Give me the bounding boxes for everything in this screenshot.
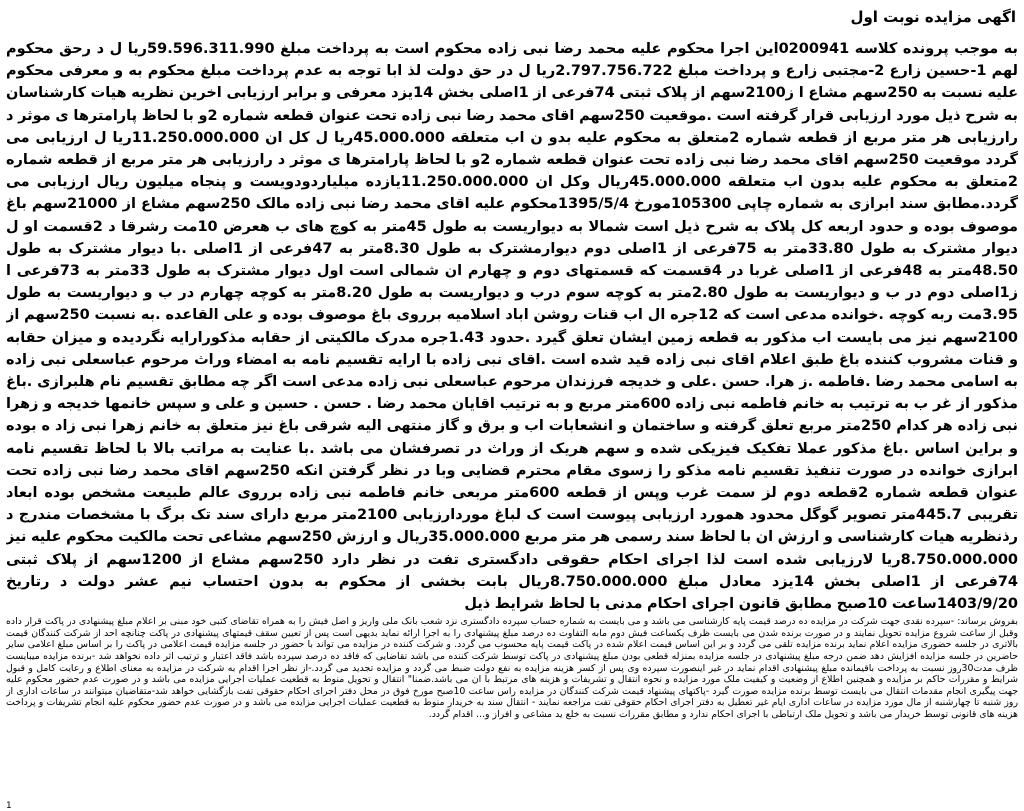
notice-body: به موجب پرونده کلاسه 0200941این اجرا محکوم علیه محمد رضا نبی زاده محکوم است به پرداخت مبلغ 59.596.311.990ریا ل د رحق محکوم لهم 1-حسین زارع 2-مجتبی زارع و پرداخت مبلغ 2.797.756.722ریا ل در حق دولت لذ ابا توجه به عدم پرداخت مبلغ محکوم به و معرفی محکوم علیه نسبت به 250سهم مشاع ا ز2100سهم از پلاک ثبتی 74فرعی از 1اصلی بخش 14یزد معرفی و برابر ارزیابی اخرین نظریه هیات کارشناسان به شرح ذیل مورد ارزیابی قرار گرفته است .موقعیت 250سهم اقای محمد رضا نبی زاده تحت عنوان قطعه شماره 2و با لحاظ پارامترها ی موثر د رارزیابی هر متر مربع از قطعه شماره 2متعلق به محکوم علیه بدو ن اب متعلقه 45.000.000ریا ل کل ان 11.250.000.000ریا ل ارزیابی می گردد موقعیت 250سهم اقای محمد رضا نبی زاده تحت عنوان قطعه شماره 2و با لحاظ پارامترها ی موثر د رارزیابی هر متر مربع از قطعه شماره 2متعلق به محکوم علیه بدون اب متعلقه 45.000.000ریال وکل ان 11.250.000.000یازده میلیاردودویست و پنجاه میلیون ریال ارزیابی می گردد.مطابق سند ابرازی به شماره چاپی 105300مورخ 1395/5/4محکوم علیه اقای محمد رضا نبی زاده مالک 250سهم مشاع از 21000سهم باغ موصوف بوده و حدود اربعه کل پلاک به شرح ذیل است شمالا به دیواریست به طول 45متر به کوچ های ب هعرض 10مت رشرقا د 2قسمت او ل دیوار مشترک به طول 33.80متر به 75فرعی از 1اصلی دوم دیوارمشترک به طول 8.30متر به 47فرعی از 1اصلی .با دیوار مشترک به طول 48.50متر به 48فرعی از 1اصلی غربا در 4قسمت که قسمتهای دوم و چهارم ان شمالی است اول دیوار مشترک به طول 33متر به 73فرعی ا ز1اصلی دوم در ب و دیواریست به طول 2.80متر به کوچه سوم درب و دیواریست به طول 8.20متر به کوچه چهارم در ب و دیواریست به طول 3.95مت ربه کوچه .خوانده مدعی است که 12جره ال اب قنات روشن اباد اسلامیه برروی باغ موصوف بوده و علی القاعده .به نسبت 250سهم از 2100سهم نیز می بایست اب مذکور به قطعه زمین ایشان تعلق گیرد .حدود 1.43جره مدرک مالکیتی از حقابه مذکورارایه نگردیده و میزان حقابه و قنات مشروب کننده باغ طبق اعلام اقای نبی زاده قید شده است .اقای نبی زاده با ارایه تقسیم نامه به امضاء وراث مرحوم عباسعلی نبی زاده به اسامی محمد رضا .فاطمه .ز هرا. حسن .علی و خدیجه فرزندان مرحوم عباسعلی نبی زاده مدعی است اگر چه مطابق تقسیم نام هلبرازی .باغ مذکور از غر ب به ترتیب به خانم فاطمه نبی زاده 600متر مربع و به ترتیب اقایان محمد رضا . حسن . حسین و علی و سپس خانمها خدیجه و زهرا نبی زاده هر کدام 250متر مربع تعلق گرفته و ساختمان و انشعابات اب و برق و گاز منتهی الیه شرقی باغ نیز متعلق به خانم زهرا نبی زاد ه بوده و براین اساس .باغ مذکور عملا تفکیک فیزیکی شده و سهم هریک از وراث در تصرفشان می باشد .با عنایت به مراتب بالا با لحاظ تقسیم نامه ابرازی خوانده در صورت تنفیذ تقسیم نامه مذکو را زسوی مقام محترم قضایی وبا در نظر گرفتن انکه 250سهم اقای محمد رضا نبی زاده تحت عنوان قطعه شماره 2قطعه دوم لز سمت غرب وپس از قطعه 600متر مربعی خانم فاطمه نبی زاده برروی عالم طبیعت مشخص بوده ابعاد تقریبی 445.7متر تصویر گوگل محدود همورد ارزیابی پیوست است ک لباغ موردارزیابی 2100متر مربع دارای سند تک برگ با مشخصات مندرج د رذنظریه هیات کارشناسی و ارزش ان با لحاظ سند رسمی هر متر مربع 35.000.000ریال و ارزش 250سهم مشاعی تحت مالکیت محکوم علیه نیز 8.750.000.000ریا لارزیابی شده است لذا اجرای احکام حقوقی دادگستری تفت در نظر دارد 250سهم مشاع از 1200سهم از پلاک ثبتی 74فرعی از 1اصلی بخش 14یزد معادل مبلغ 8.750.000.000ریال بابت بخشی از محکوم به بدون احتساب نیم عشر دولت د رتاریخ 1403/9/20ساعت 10صبح مطابق قانون اجرای احکام مدنی با لحاظ شرایط ذیل <box>6 41 1018 613</box>
notice-document <box>6 6 1018 806</box>
page-number: 1 <box>6 801 12 811</box>
auction-conditions: بفروش برساند: -سپرده نقدی جهت شرکت در مزایده ده درصد قیمت پایه کارشناسی می باشد و می بایست به شماره حساب سپرده دادگستری نزد شعب بانک ملی واریز و اصل فیش را به همراه تقاضای کتبی خود مبنی بر اعلام مبلغ پیشنهادی در پاکت قرار داده وقبل از ساعت شروع مزایده تحویل نمایند و در صورت برنده شدن می بایست ظرف یکساعت فیش دوم مابه التفاوت ده درصد مبلغ پیشنهادی را به اجرا ارائه نماید بدیهی است پس از تعیین سقف قیمتهای پیشنهادی در پاکت چنانچه احد از شرکت کنندگان قیمت بالاتری در جلسه حضوری مزایده اعلام نماید برنده مزایده تلقی می گردد و بر این اساس قیمت اعلام شده در پاکت قیمت پایه محسوب می گردد. و شرکت کننده در مزایده می تواند با حضور در جلسه مزایده قیمت اعلامی در پاکت را بر اساس مبلغ اعلامی سایر حاضرین در جلسه مزایده افزایش دهد ضمن درجه مبلغ پیشنهادی در جلسه مزایده بمنزله قطعی بودن مبلغ پیشنهادی در پاکت توسط شرکت کننده می باشد تقاضایی که فاقد ده درصد سپرده باشد فاقد اعتبار و ترتیب اثر داده نخواهد شد -برنده مزایده میبایست ظرف مدت30روز نسبت به پرداخت باقیمانده مبلغ پیشنهادی اقدام نماید در غیر اینصورت سپرده وی پس از کسر هزینه مزایده به نفع دولت ضبط می گردد و مزایده تجدید می گردد.-از نظر اجرا اقدام به شرکت در مزایده به معنای اطلاع و رعایت کامل و قبول شرایط و مقررات حاکم بر مزایده و همچنین اطلاع از وضعیت و کیفیت ملک مورد مزایده و نحوه انتقال و تشریفات و هزینه های مرتبط با ان می باشد.ضمنا" انتقال و تحویل منوط به قطعیت عملیات اجرایی مزایده می باشد و در صورت عدم حضور محکوم علیه جهت پیگیری انجام مقدمات انتقال می بایست توسط برنده مزایده صورت گیرد -پاکتهای پیشنهاد قیمت شرکت کنندگان در مزایده راس ساعت 10صبح مورخ فوق در محل دفتر اجرای احکام حقوقی تفت بازگشایی خواهد شد-متقاضیان میتوانند در ساعات اداری از روز شنبه تا چهارشنبه از مال مورد مزایده در ساعات اداری ایام غیر تعطیل به دفتر اجرای احکام حقوقی تفت مراجعه نمایند - انتقال سند به خریدار منوط به قطعیت عملیات اجرایی مزایده می باشد و در صورت عدم حضور محکوم علیه انجام تشریفات و پرداخت هزینه های قانونی توسط خریدار می باشد و تحویل ملک ارتباطی با اجرای احکام ندارد و مطابق مقررات نسبت به خلع ید مشاعی و افراز و... اقدام گردد. <box>6 616 1018 721</box>
notice-title: اگهی مزایده نوبت اول <box>850 8 1016 26</box>
